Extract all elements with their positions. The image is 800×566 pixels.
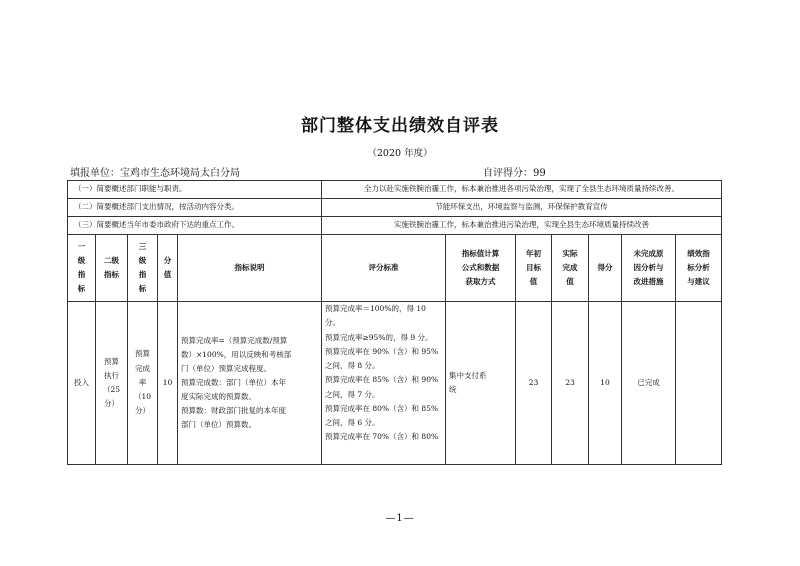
summary-answer: 节能环保支出，环境监察与监测，环保保护教育宣传 bbox=[322, 199, 722, 217]
cell-level3: 预算 完成 率 （10 分） bbox=[128, 302, 158, 465]
header-points: 分 值 bbox=[158, 235, 178, 302]
summary-row-3 bbox=[68, 217, 722, 235]
header-analysis: 绩效指 标分析 与建议 bbox=[676, 235, 722, 302]
header-level1: 一 级 指 标 bbox=[68, 235, 96, 302]
header-description: 指标说明 bbox=[178, 235, 322, 302]
summary-question: （三）简要概述当年市委市政府下达的重点工作。 bbox=[68, 217, 322, 235]
cell-reason: 已完成 bbox=[622, 302, 676, 465]
document-year: （2020 年度） bbox=[367, 148, 433, 159]
cell-formula: 集中支付系 统 bbox=[446, 302, 516, 465]
summary-answer: 实施铁腕治霾工作，标本兼治推进污染治理，实现全县生态环境质量持续改善 bbox=[322, 217, 722, 235]
header-reason: 未完成原 因分析与 改进措施 bbox=[622, 235, 676, 302]
cell-points: 10 bbox=[158, 302, 178, 465]
cell-level2: 预算 执行 （25 分） bbox=[96, 302, 128, 465]
cell-score: 10 bbox=[589, 302, 622, 465]
cell-actual: 23 bbox=[552, 302, 589, 465]
page-number: —1— bbox=[385, 513, 415, 524]
header-standard: 评分标准 bbox=[322, 235, 446, 302]
self-score: 自评得分：99 bbox=[483, 168, 546, 179]
cell-standard: 预算完成率＝100%的，得 10 分。 预算完成率≥95%的，得 9 分。 预算完成率在 90%（含）和 95% 之间，得 8 分。 预算完成率在 85%（含）和 90% 之间，得 7 分。 预算完成率在 80%（含）和 85% 之间，得 6 分。 预算完成率在 70%（含）和 80% bbox=[322, 302, 446, 465]
summary-row-1 bbox=[68, 181, 722, 199]
summary-row-2 bbox=[68, 199, 722, 217]
header-initial-target: 年初 目标 值 bbox=[516, 235, 552, 302]
header-level3: 三 级 指 标 bbox=[128, 235, 158, 302]
cell-initial-target: 23 bbox=[516, 302, 552, 465]
document-title: 部门整体支出绩效自评表 bbox=[301, 116, 499, 136]
header-row bbox=[68, 235, 722, 302]
evaluation-table bbox=[67, 180, 722, 465]
summary-question: （一）简要概述部门职能与职责。 bbox=[68, 181, 322, 199]
cell-analysis bbox=[676, 302, 722, 465]
header-formula: 指标值计算 公式和数据 获取方式 bbox=[446, 235, 516, 302]
reporting-unit: 填报单位：宝鸡市生态环境局太白分局 bbox=[70, 168, 240, 179]
cell-level1: 投入 bbox=[68, 302, 96, 465]
table-row bbox=[68, 302, 722, 465]
summary-question: （二）简要概述部门支出情况，按活动内容分类。 bbox=[68, 199, 322, 217]
header-level2: 二级 指标 bbox=[96, 235, 128, 302]
cell-description: 预算完成率=（预算完成数/预算 数）×100%，用以反映和考核部 门（单位）预算完成程度。 预算完成数：部门（单位）本年 度实际完成的预算数。 预算数：财政部门批复的本年度 部门（单位）预算数。 bbox=[178, 302, 322, 465]
header-score: 得分 bbox=[589, 235, 622, 302]
header-actual: 实际 完成 值 bbox=[552, 235, 589, 302]
summary-answer: 全力以赴实施铁腕治霾工作，标本兼治推进各项污染治理，实现了全县生态环境质量持续改善。 bbox=[322, 181, 722, 199]
